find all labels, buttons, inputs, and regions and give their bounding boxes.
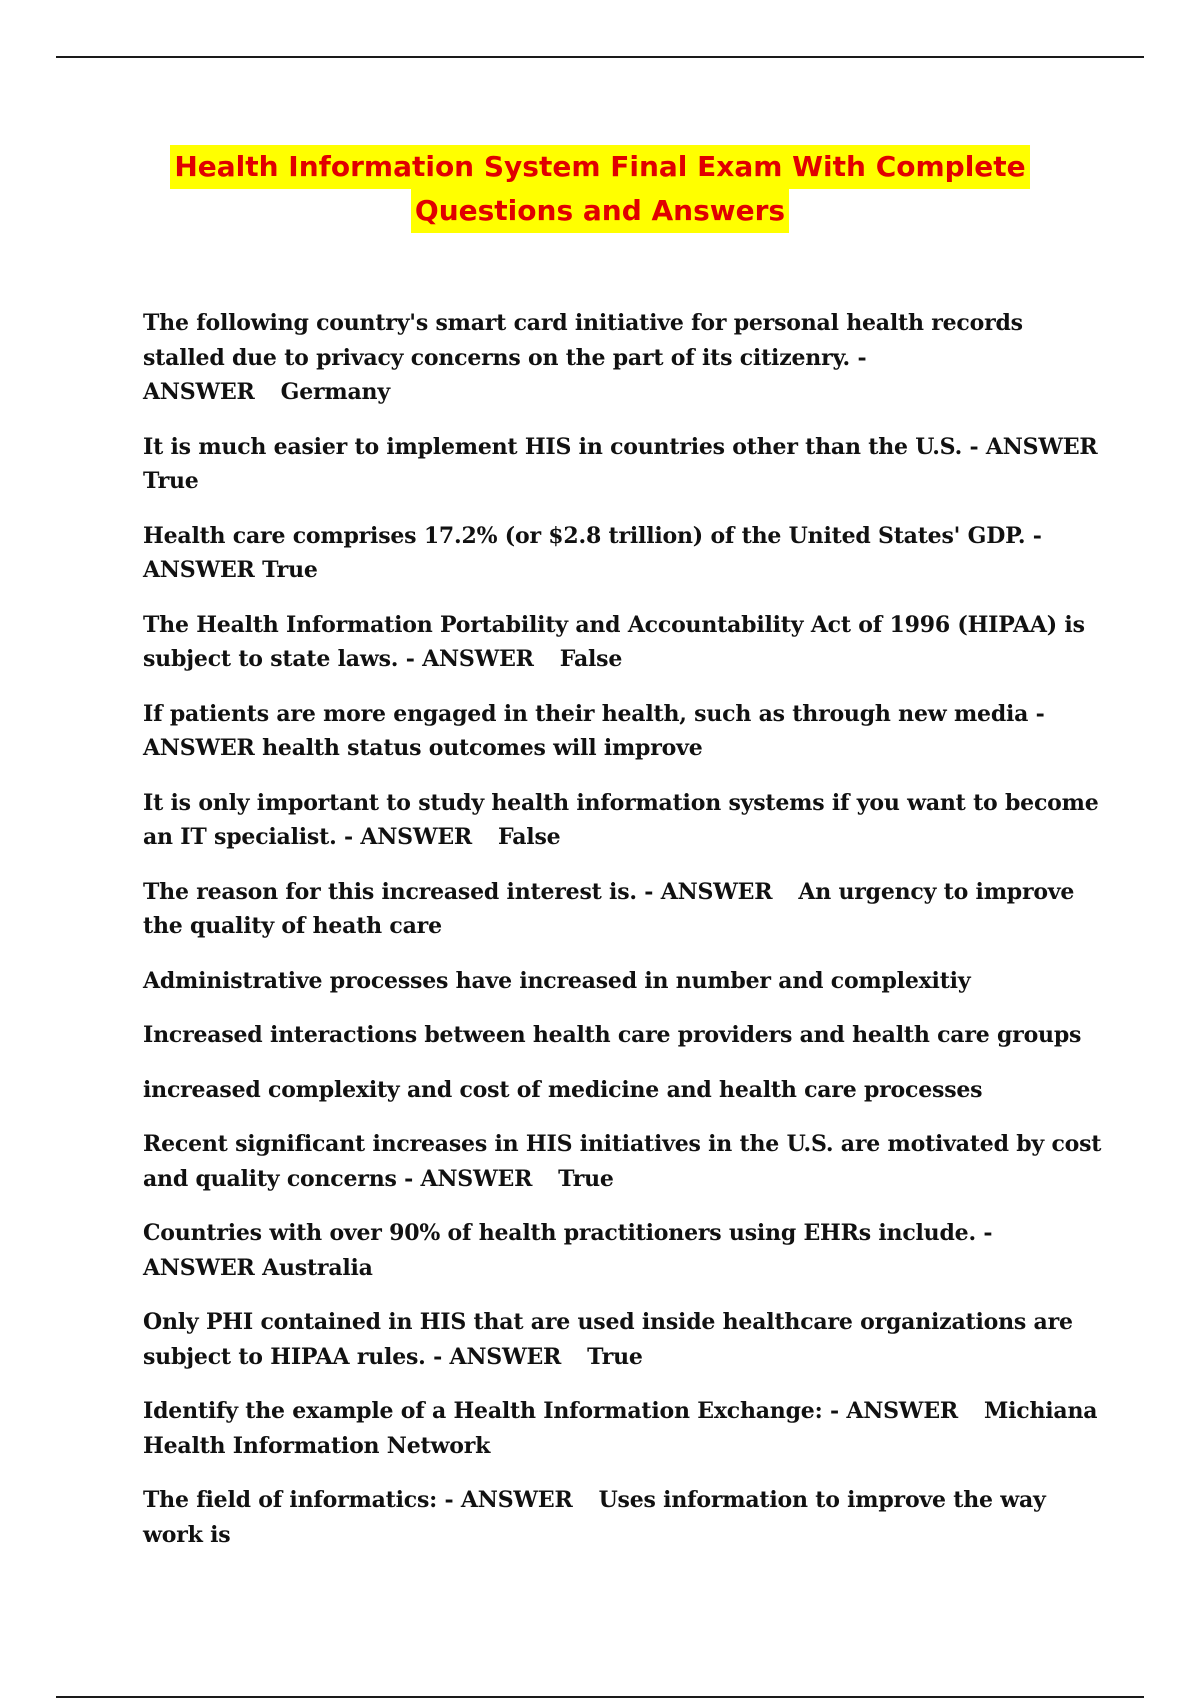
answer-text: health status outcomes will improve (262, 735, 703, 761)
answer-text: True (558, 1165, 614, 1192)
question-text: Administrative processes have increased in number and complexitiy (143, 967, 971, 994)
question-text: The Health Information Portability and Accountability Act of 1996 (HIPAA) is subject to state laws. - ANSWER (143, 611, 1085, 672)
answer-text: True (587, 1343, 643, 1370)
qa-item (143, 1018, 1103, 1053)
question-text: Increased interactions between health care providers and health care groups (143, 1022, 1082, 1048)
question-text: Recent significant increases in HIS initiatives in the U.S. are motivated by cost and quality concerns - ANSWER (143, 1131, 1102, 1192)
title-line-1: Health Information System Final Exam With Complete (170, 145, 1029, 189)
qa-item (143, 306, 1103, 410)
qa-item (143, 697, 1103, 766)
answer-text: An urgency to improve the quality of heath care (143, 878, 1075, 939)
qa-item (143, 1305, 1103, 1374)
qa-list (143, 306, 1103, 1572)
answer-text: True (143, 468, 199, 494)
answer-text: Uses information to improve the way work is (143, 1487, 1046, 1548)
answer-text: False (559, 646, 623, 672)
answer-text: True (262, 557, 318, 583)
title-line-2: Questions and Answers (411, 189, 789, 233)
qa-item (143, 519, 1103, 588)
question-text: The following country's smart card initiative for personal health records stalled due to privacy concerns on the part of its citizenry. - ANSWER (143, 310, 1023, 405)
question-text: If patients are more engaged in their health, such as through new media - ANSWER (143, 700, 1045, 761)
qa-item (143, 1394, 1103, 1463)
question-text: Only PHI contained in HIS that are used inside healthcare organizations are subject to HIPAA rules. - ANSWER (143, 1309, 1073, 1370)
qa-item (143, 964, 1103, 999)
question-text: Countries with over 90% of health practitioners using EHRs include. - ANSWER (143, 1220, 993, 1281)
qa-item (143, 786, 1103, 855)
question-text: Identify the example of a Health Information Exchange: - ANSWER (143, 1398, 958, 1424)
footer-rule (56, 1696, 1144, 1698)
question-text: increased complexity and cost of medicine and health care processes (143, 1076, 983, 1103)
question-text: It is only important to study health information systems if you want to become an IT specialist. - ANSWER (143, 789, 1099, 850)
header-rule (56, 56, 1144, 58)
answer-text: Germany (280, 379, 390, 405)
document-title (0, 145, 1200, 233)
qa-item (143, 1127, 1103, 1196)
qa-item (143, 1483, 1103, 1552)
answer-text: Michiana Health Information Network (143, 1398, 1098, 1459)
question-text: It is much easier to implement HIS in countries other than the U.S. - ANSWER (143, 433, 1098, 460)
qa-item (143, 608, 1103, 677)
qa-item (143, 1073, 1103, 1108)
question-text: The field of informatics: - ANSWER (143, 1487, 573, 1513)
question-text: Health care comprises 17.2% (or $2.8 trillion) of the United States' GDP. - ANSWER (143, 522, 1042, 583)
qa-item (143, 875, 1103, 944)
qa-item (143, 1216, 1103, 1285)
answer-text: Australia (262, 1254, 373, 1281)
qa-item (143, 430, 1103, 499)
question-text: The reason for this increased interest is. - ANSWER (143, 878, 773, 905)
answer-text: False (498, 824, 561, 850)
